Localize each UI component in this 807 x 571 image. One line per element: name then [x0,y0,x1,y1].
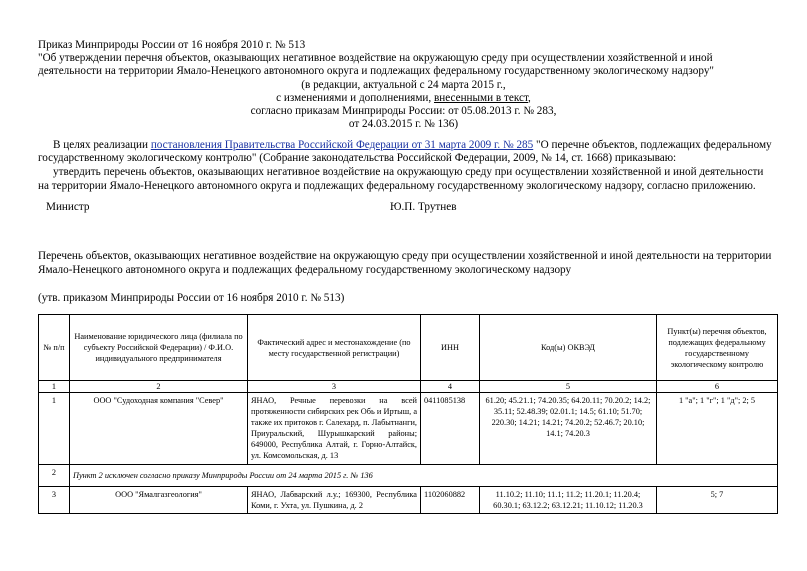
signer-name: Ю.П. Трутнев [390,201,457,213]
column-number: 5 [480,381,657,393]
objects-table [38,314,778,514]
entity-okved: 11.10.2; 11.10; 11.1; 11.2; 11.20.1; 11.20.4; 60.30.1; 63.12.2; 63.12.21; 11.10.12; 11.20.3 [480,487,657,514]
order-paragraph-line-1: утвердить перечень объектов, оказывающих негативное воздействие на окружающую среду при осуществлении хозяйственной и иной деятельности [53,166,764,178]
document-title: Приказ Минприроды России от 16 ноября 2010 г. № 513 [38,39,306,51]
entity-inn: 1102060882 [421,487,480,514]
appendix-approval-note: (утв. приказом Минприроды России от 16 ноября 2010 г. № 513) [38,292,345,304]
exclusion-note: Пункт 2 исключен согласно приказу Минприроды России от 24 марта 2015 г. № 136 [70,465,778,487]
government-decree-link[interactable]: постановления Правительства Российской Федерации от 31 марта 2009 г. № 285 [150,139,534,151]
entity-okved: 61.20; 45.21.1; 74.20.35; 64.20.11; 70.20.2; 14.2; 35.11; 52.48.39; 02.01.1; 14.5; 61.10; 51.70; 220.30; 14.21; 14.21; 74.20.2; 52.46.7; 20.10; 14.1; 74.20.3 [480,393,657,465]
preamble-line-2: государственному экологическому контролю" (Собрание законодательства Российской Федерации, 2009, № 14, ст. 1668) приказываю: [38,152,677,164]
document-name-line-2: деятельности на территории Ямало-Ненецкого автономного округа и подлежащих федеральному государственному экологическому надзору" [38,65,714,77]
header-list-points: Пункт(ы) перечня объектов, подлежащих федеральному государственному экологическому контролю [657,315,778,381]
column-number-row [39,381,778,393]
column-number: 4 [421,381,480,393]
row-number: 1 [39,393,70,465]
table-row [39,393,778,465]
entity-inn: 0411085138 [421,393,480,465]
preamble-prefix: В целях реализации [53,139,151,151]
appendix-title-line-1: Перечень объектов, оказывающих негативное воздействие на окружающую среду при осуществлении хозяйственной и иной деятельности на территории [38,250,772,262]
table-row [39,487,778,514]
header-number: № п/п [39,315,70,381]
header-address: Фактический адрес и местонахождение (по месту государственной регистрации) [248,315,421,381]
header-okved: Код(ы) ОКВЭД [480,315,657,381]
document-name-line-1: "Об утверждении перечня объектов, оказывающих негативное воздействие на окружающую среду при осуществлении хозяйственной и иной [38,52,713,64]
column-number: 1 [39,381,70,393]
column-number: 3 [248,381,421,393]
column-number: 2 [70,381,248,393]
entity-address: ЯНАО, Речные перевозки на всей протяженности сибирских рек Обь и Иртыш, а также их притоков г. Салехард, п. Лабытнанги, Приуральский, Шурышкарский районы; 649000, Республика Алтай, г. Горно-Алтайск, ул. Комсомольская, д. 13 [248,393,421,465]
entity-list-points: 5; 7 [657,487,778,514]
changes-note [0,92,807,105]
header-inn: ИНН [421,315,480,381]
preamble-suffix: "О перечне объектов, подлежащих федеральному [533,139,772,151]
entity-name: ООО "Ямалгазгеология" [70,487,248,514]
signer-title: Министр [46,201,90,213]
entity-list-points: 1 "а"; 1 "г"; 1 "д"; 2; 5 [657,393,778,465]
table-row-excluded [39,465,778,487]
changes-link[interactable]: внесенными в текст [433,92,529,104]
preamble-paragraph [53,139,772,152]
table-header-row [39,315,778,381]
amending-orders-line: согласно приказам Минприроды России: от 05.08.2013 г. № 283, [250,105,557,117]
header-entity-name: Наименование юридического лица (филиала по субъекту Российской Федерации) / Ф.И.О. индивидуального предпринимателя [70,315,248,381]
appendix-title-line-2: Ямало-Ненецкого автономного округа и подлежащих федеральному государственному экологическому надзору [38,264,572,276]
edition-note: (в редакции, актуальной с 24 марта 2015 г., [301,79,506,91]
order-paragraph-line-2: на территории Ямало-Ненецкого автономного округа и подлежащих федеральному государственному экологическому надзору, согласно приложению. [38,180,756,192]
amending-orders-line-2: от 24.03.2015 г. № 136) [348,118,459,130]
entity-address: ЯНАО, Лабварский л.у.; 169300, Республика Коми, г. Ухта, ул. Пушкина, д. 2 [248,487,421,514]
row-number: 2 [39,465,70,487]
changes-prefix: с изменениями и дополнениями, [276,92,434,104]
entity-name: ООО "Судоходная компания "Север" [70,393,248,465]
row-number: 3 [39,487,70,514]
changes-suffix: , [528,92,531,104]
column-number: 6 [657,381,778,393]
